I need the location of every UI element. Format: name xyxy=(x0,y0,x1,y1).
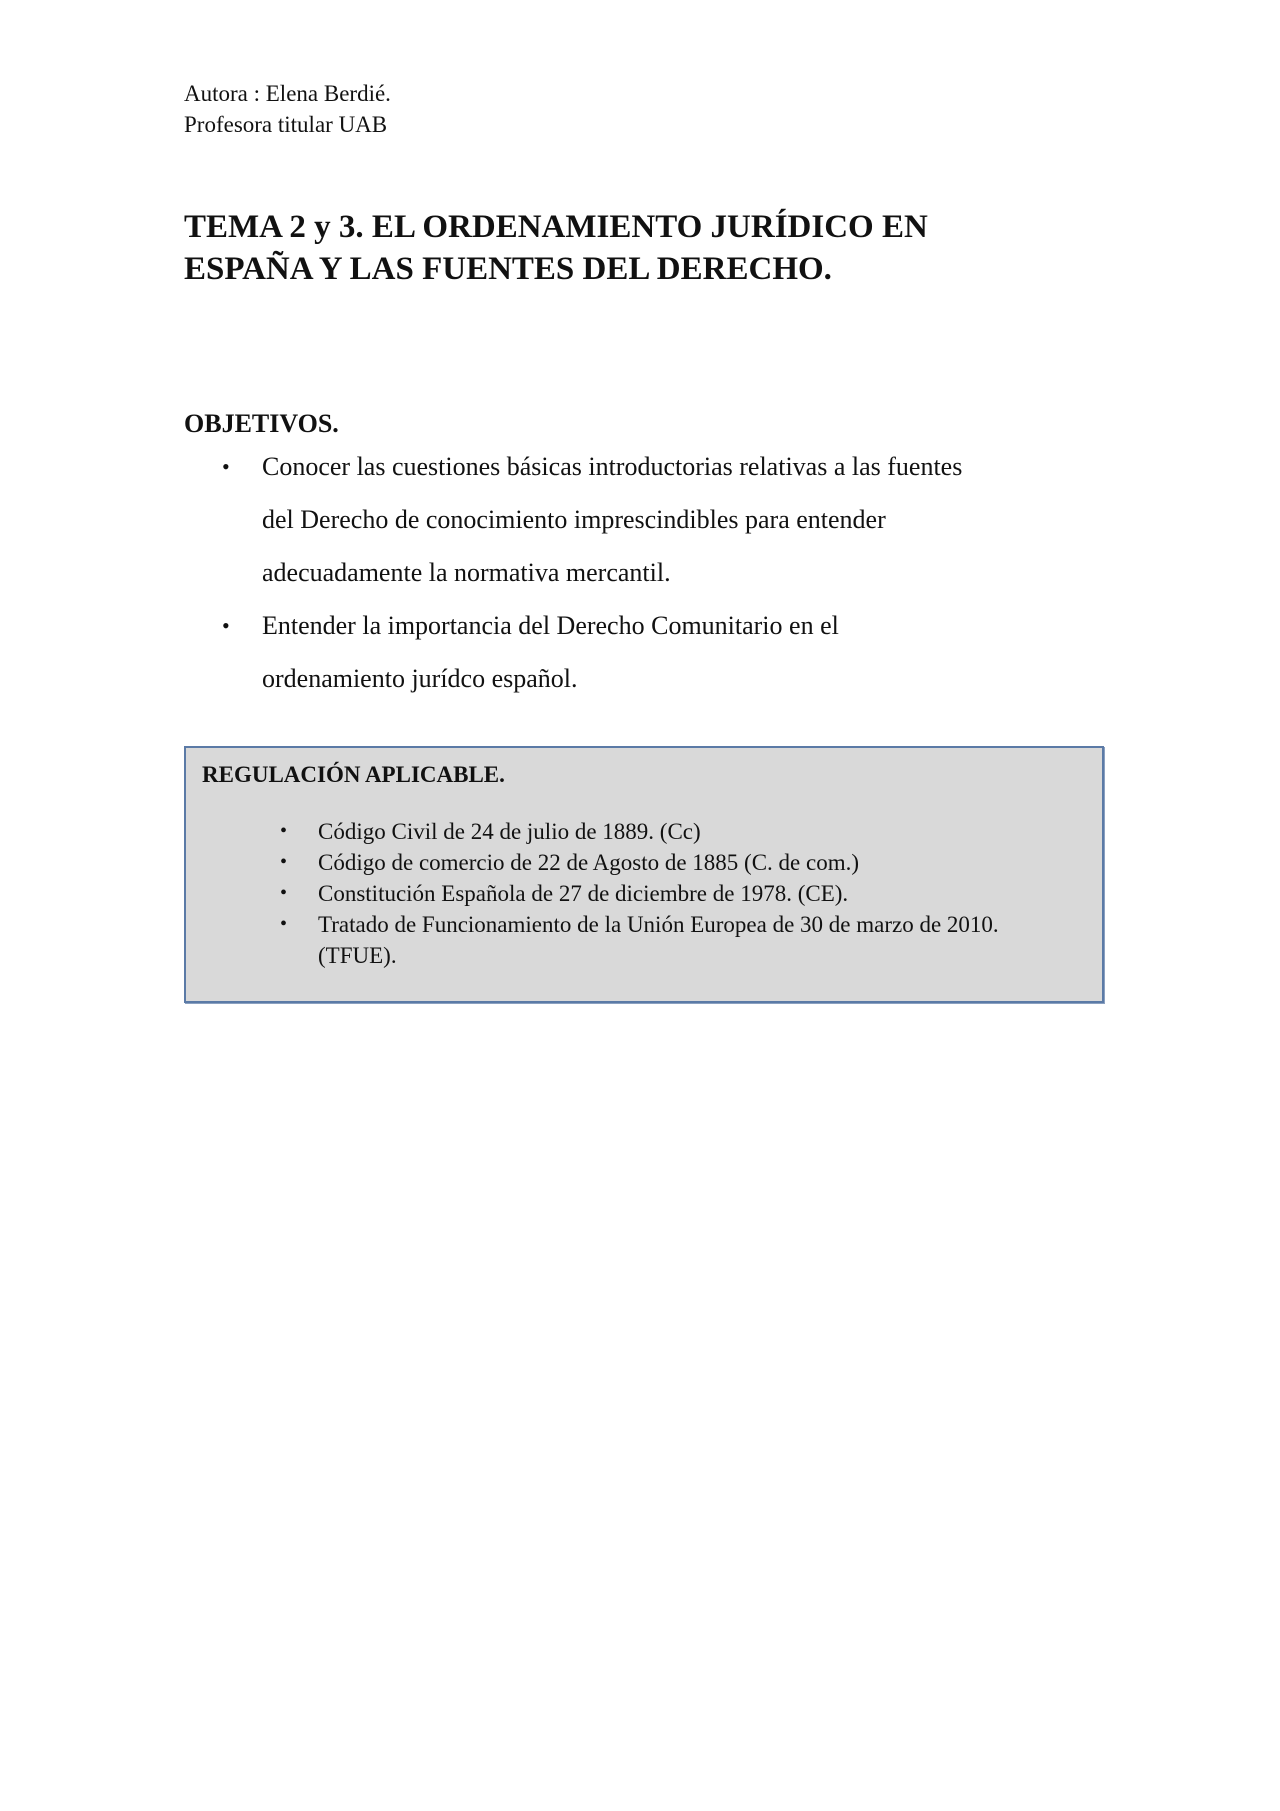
document-title-line-1: TEMA 2 y 3. EL ORDENAMIENTO JURÍDICO EN xyxy=(184,209,928,245)
regulation-item xyxy=(186,847,1102,878)
bullet-icon: • xyxy=(280,882,288,904)
regulation-text-line: (TFUE). xyxy=(318,943,397,968)
regulation-item xyxy=(186,816,1102,847)
regulation-text-line: Código de comercio de 22 de Agosto de 1885 (C. de com.) xyxy=(318,850,860,875)
author-block xyxy=(184,78,391,140)
objective-text-line: del Derecho de conocimiento imprescindibles para entender xyxy=(262,505,886,534)
bullet-icon: • xyxy=(222,613,230,638)
regulation-item xyxy=(186,878,1102,909)
objectives-heading: OBJETIVOS. xyxy=(184,409,339,438)
objective-text-line: ordenamiento jurídco español. xyxy=(262,664,578,693)
regulation-heading: REGULACIÓN APLICABLE. xyxy=(202,762,505,787)
regulation-text-line: Código Civil de 24 de julio de 1889. (Cc) xyxy=(318,819,701,844)
bullet-icon: • xyxy=(280,851,288,873)
regulation-text-line: Tratado de Funcionamiento de la Unión Europea de 30 de marzo de 2010. xyxy=(318,912,999,937)
author-name: Autora : Elena Berdié. xyxy=(184,81,391,106)
document-title xyxy=(184,206,1084,290)
bullet-icon: • xyxy=(222,454,230,479)
regulation-list xyxy=(186,816,1102,971)
objective-item xyxy=(184,599,1114,705)
regulation-item xyxy=(186,909,1102,971)
bullet-icon: • xyxy=(280,913,288,935)
objective-text-line: Entender la importancia del Derecho Comunitario en el xyxy=(262,611,839,640)
bullet-icon: • xyxy=(280,820,288,842)
document-title-line-2: ESPAÑA Y LAS FUENTES DEL DERECHO. xyxy=(184,251,832,287)
objective-item xyxy=(184,440,1114,599)
author-position: Profesora titular UAB xyxy=(184,112,388,137)
objective-text-line: adecuadamente la normativa mercantil. xyxy=(262,558,671,587)
regulation-box xyxy=(184,746,1104,1003)
regulation-text-line: Constitución Española de 27 de diciembre de 1978. (CE). xyxy=(318,881,849,906)
objective-text-line: Conocer las cuestiones básicas introductorias relativas a las fuentes xyxy=(262,452,963,481)
objectives-list xyxy=(184,440,1114,705)
